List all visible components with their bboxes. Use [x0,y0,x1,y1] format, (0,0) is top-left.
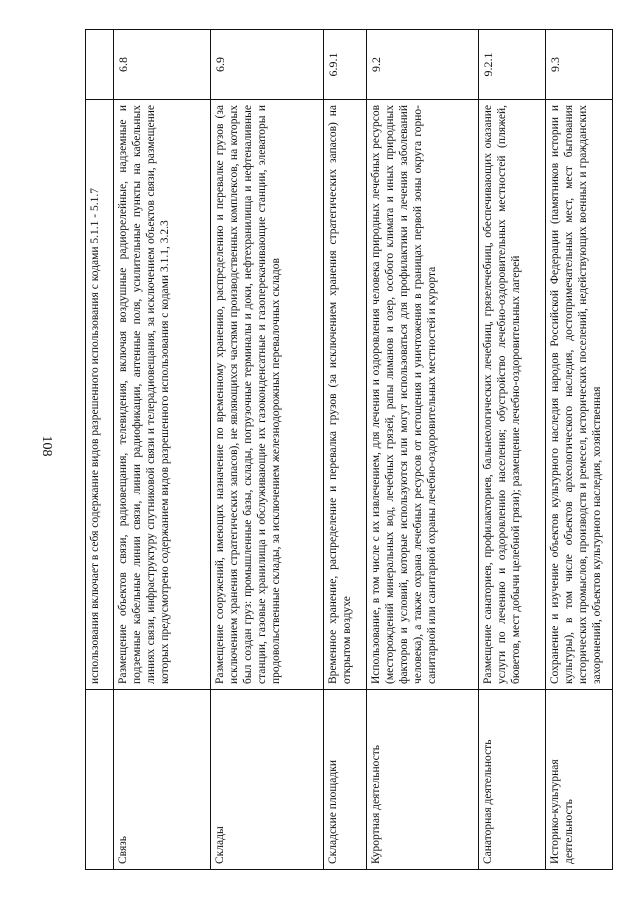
cell-name: Курортная деятельность [366,690,478,870]
cell-description: Сохранение и изучение объектов культурного наследия народов Российской Федерации (памятников истории и культуры), в том числе объектов археологического наследия, достопримечательных мест, мест бытования исторических промыслов, производств и ремесел, исторических поселений, недействующих военных и гражданских захоронений, объектов культурного наследия, хозяйственная [545,100,612,690]
cell-name: Историко-культурная деятельность [545,690,612,870]
cell-code: 6.9 [211,30,323,100]
cell-description: Размещение сооружений, имеющих назначение по временному хранению, распределению и перевалке грузов (за исключением хранения стратегических запасов), не являющихся частями производственных комплексов, на которых был создан груз: промышленные базы, склады, погрузочные терминалы и доки, нефтехранилища и нефтеналивные станции, газовые хранилища и обслуживающие их газоконденсатные и газоперекачивающие станции, элеваторы и продовольственные склады, за исключением железнодорожных перевалочных складов [211,100,323,690]
cell-code: 6.9.1 [323,30,366,100]
table-row [323,30,366,870]
land-use-table [85,29,613,870]
cell-name: Складские площадки [323,690,366,870]
cell-name: Связь [114,690,211,870]
cell-code: 9.2 [366,30,478,100]
table-row [479,30,546,870]
cell-name: Склады [211,690,323,870]
table-row [114,30,211,870]
table-row [366,30,478,870]
cell-code: 9.3 [545,30,612,100]
table-row [211,30,323,870]
cell-description: Использование, в том числе с их извлечением, для лечения и оздоровления человека природных лечебных ресурсов (месторождений минеральных вод, лечебных грязей, рапы лиманов и озер, особого климата и иных природных факторов и условий, которые используются или могут использоваться для профилактики и лечения заболеваний человека), а также охрана лечебных ресурсов от истощения и уничтожения в границах первой зоны округа горно-санитарной или санитарной охраны лечебно-оздоровительных местностей и курорта [366,100,478,690]
cell-code: 6.8 [114,30,211,100]
cell-name: Санаторная деятельность [479,690,546,870]
rotated-table-container [85,30,613,870]
cell-code: 9.2.1 [479,30,546,100]
cell-name [86,690,114,870]
cell-code [86,30,114,100]
cell-description: использования включает в себя содержание видов разрешенного использования с кодами 5.1.1 - 5.1.7 [86,100,114,690]
page-number: 108 [39,435,54,457]
cell-description: Размещение объектов связи, радиовещания, телевидения, включая воздушные радиорелейные, надземные и подземные кабельные линии связи, линии радиофикации, антенные поля, усилительные пункты на кабельных линиях связи, инфраструктуру спутниковой связи и телерадиовещания, за исключением объектов связи, размещение которых предусмотрено содержанием видов разрешенного использования с кодами 3.1.1, 3.2.3 [114,100,211,690]
table-row [545,30,612,870]
table-row [86,30,114,870]
cell-description: Временное хранение, распределение и перевалка грузов (за исключением хранения стратегических запасов) на открытом воздухе [323,100,366,690]
cell-description: Размещение санаториев, профилакториев, бальнеологических лечебниц, грязелечебниц, обеспечивающих оказание услуги по лечению и оздоровлению населения; обустройство лечебно-оздоровительных местностей (пляжей, бюветов, мест добычи целебной грязи); размещение лечебно-оздоровительных лагерей [479,100,546,690]
